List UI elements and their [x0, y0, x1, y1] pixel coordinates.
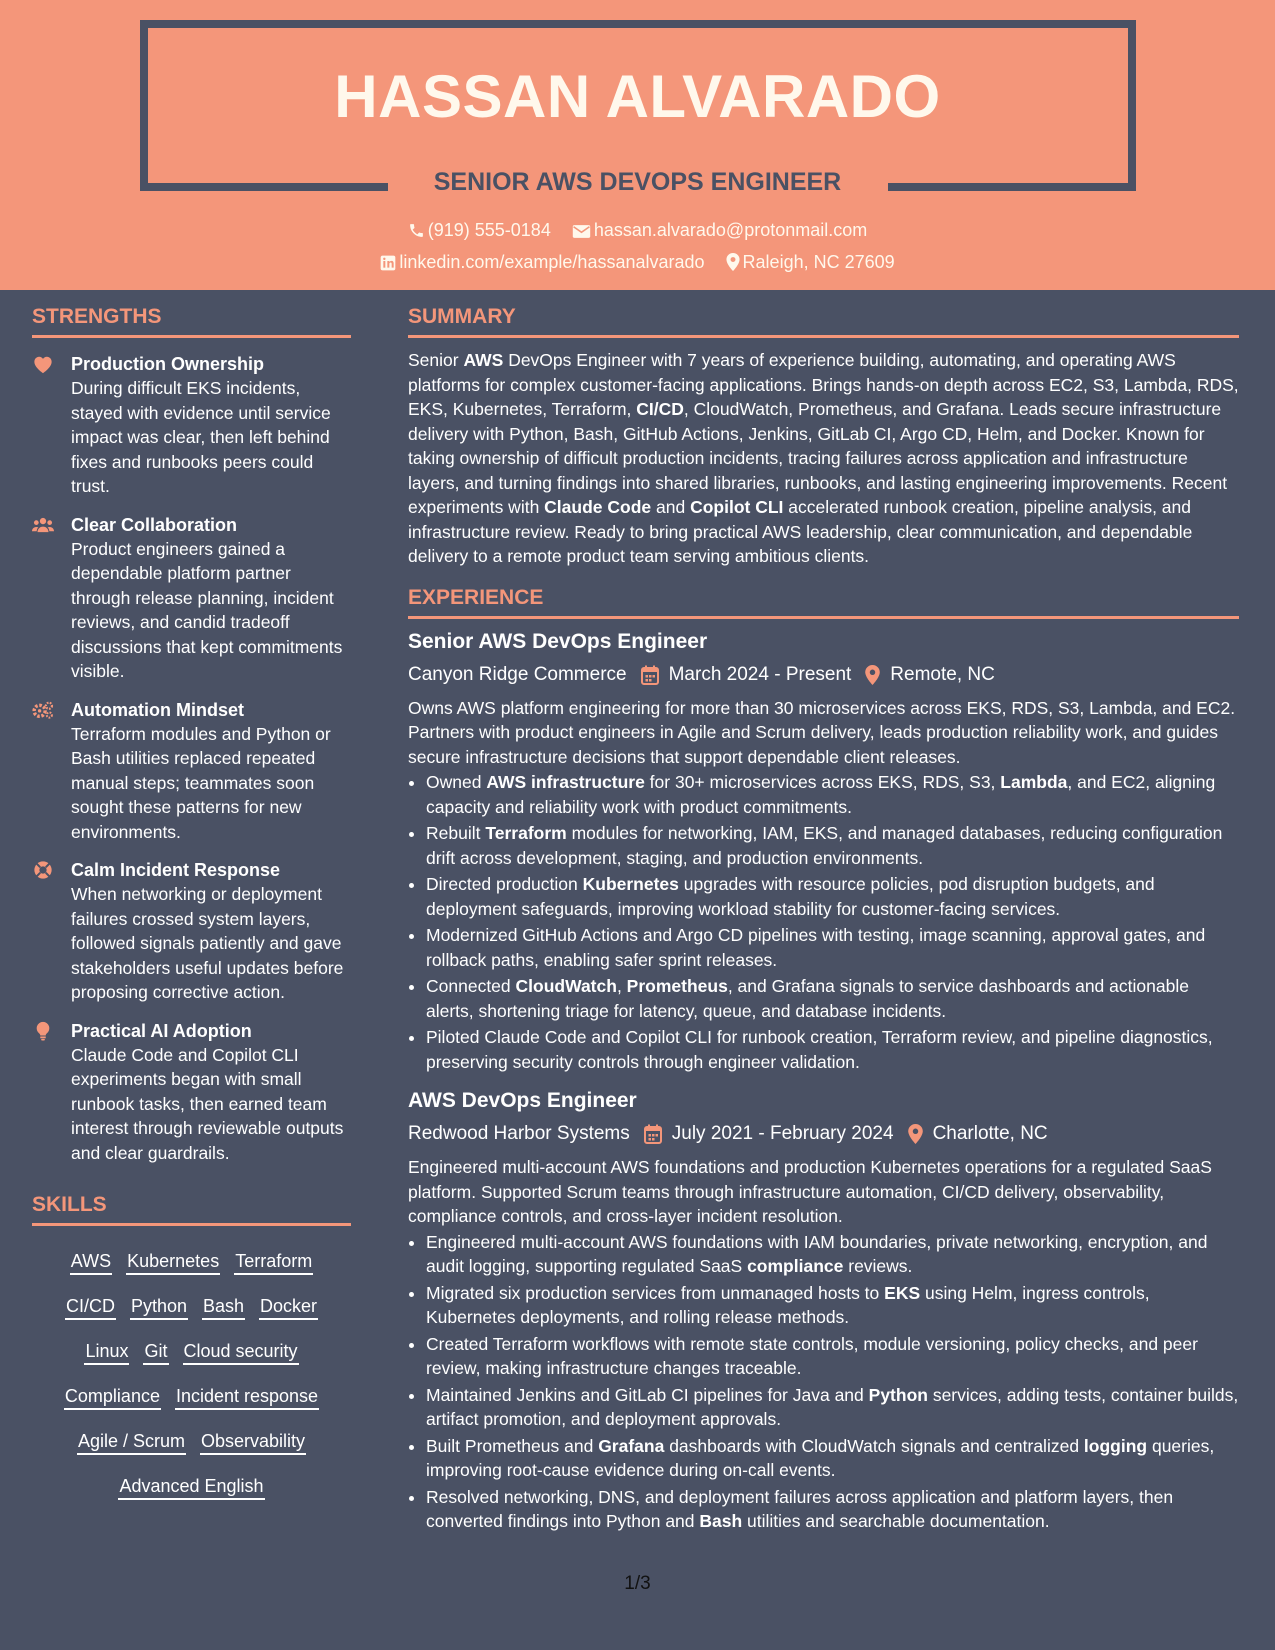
page-number: 1/3 [624, 1573, 651, 1594]
calendar-icon [641, 665, 659, 685]
job-dates [644, 1121, 894, 1147]
bullet-item [426, 974, 1239, 1023]
main-content [408, 305, 1239, 1536]
strength-title: Automation Mindset [71, 699, 244, 720]
strength-desc: Product engineers gained a dependable platform partner through release planning, incident reviews, and candid tradeoff discussions that kept commitments visible. [71, 538, 343, 681]
text-run: Modernized GitHub Actions and Argo CD pipelines with testing, image scanning, approval gates, and rollback paths, enabling safer sprint releases. [426, 925, 1206, 970]
strength-title: Clear Collaboration [71, 514, 238, 535]
emphasis-text: Prometheus [626, 976, 728, 996]
skill-tag: CI/CD [65, 1294, 116, 1320]
text-run: upgrades with resource policies, pod disruption budgets, and deployment safeguards, improving workload stability for customer-facing services. [426, 874, 1155, 919]
calendar-icon [644, 1124, 662, 1144]
text-run: Directed production [426, 874, 583, 894]
emphasis-text: logging [1083, 1435, 1148, 1456]
skills-row [32, 1329, 351, 1374]
bullet-item [426, 821, 1239, 870]
strength-item [32, 352, 351, 499]
job-location [908, 1121, 1048, 1147]
job-bullets [408, 1230, 1239, 1534]
job-dates [641, 662, 852, 688]
text-run: and [651, 497, 691, 517]
text-run: , [616, 976, 627, 996]
bullet-item [426, 872, 1239, 921]
bullet-item [426, 1025, 1239, 1074]
strength-desc: Terraform modules and Python or Bash utilities replaced repeated manual steps; teammates soon sought these patterns for new environments. [71, 723, 331, 842]
emphasis-text: Copilot CLI [690, 497, 784, 517]
skill-tag: Git [143, 1339, 168, 1365]
linkedin-item[interactable] [380, 252, 704, 273]
job-title: Senior AWS DevOps Engineer [408, 629, 708, 653]
location-text: Raleigh, NC 27609 [742, 252, 895, 272]
strengths-heading: STRENGTHS [32, 305, 162, 328]
candidate-name: HASSAN ALVARADO [334, 63, 941, 130]
text-run: Migrated six production services from unmanaged hosts to [426, 1282, 885, 1303]
experience-heading: EXPERIENCE [408, 585, 544, 609]
phone-item [408, 220, 551, 241]
sidebar [32, 305, 351, 1509]
skill-tag: Compliance [64, 1384, 161, 1410]
skills-heading: SKILLS [32, 1193, 107, 1216]
skill-tag: Linux [84, 1339, 129, 1365]
skills-row [32, 1419, 351, 1464]
job-title: SENIOR AWS DEVOPS ENGINEER [433, 168, 842, 196]
text-run: reviews. [843, 1256, 913, 1276]
strength-desc: During difficult EKS incidents, stayed with evidence until service impact was clear, then left behind fixes and runbooks peers could trust. [71, 378, 331, 496]
experience-rule [408, 616, 1239, 619]
text-run: Built Prometheus and [426, 1435, 599, 1456]
company-name: Canyon Ridge Commerce [408, 663, 627, 685]
text-run: services, adding tests, container builds, artifact promotion, and deployment approvals. [426, 1384, 1239, 1429]
skills-row [32, 1464, 351, 1509]
job-entry [408, 628, 1239, 1075]
heart-icon [32, 354, 54, 374]
text-run: dashboards with CloudWatch signals and centralized [664, 1435, 1084, 1456]
strength-item [32, 858, 351, 1005]
cogs-icon [32, 700, 54, 720]
strength-item [32, 698, 351, 845]
skills-row [32, 1284, 351, 1329]
text-run: Engineered multi-account AWS foundations with IAM boundaries, private networking, encryption, and audit logging, supporting regulated SaaS [426, 1231, 1208, 1276]
text-run: , and Grafana signals to service dashboards and actionable alerts, shortening triage for latency, queue, and database incidents. [426, 976, 1189, 1021]
skill-tag: Observability [200, 1429, 306, 1455]
linkedin-icon [380, 255, 396, 271]
users-icon [32, 515, 54, 535]
strength-title: Practical AI Adoption [71, 1020, 252, 1041]
emphasis-text: Claude Code [544, 497, 652, 517]
text-run: Senior [408, 350, 464, 370]
location-text: Charlotte, NC [932, 1123, 1048, 1144]
envelope-icon [572, 224, 591, 239]
jobs-list [408, 628, 1239, 1534]
text-run: DevOps Engineer with 7 years of experience building, automating, and operating AWS platforms for complex customer-facing applications. Brings hands-on depth across EC2, S3, Lambda, RDS, EKS, Kubernetes, Terraform, [408, 350, 1239, 419]
job-description: Engineered multi-account AWS foundations and production Kubernetes operations for a regulated SaaS platform. Supported Scrum teams through infrastructure automation, CI/CD delivery, observability, compliance controls, and cross-layer incident resolution. [408, 1157, 1212, 1226]
emphasis-text: Bash [699, 1511, 743, 1531]
emphasis-text: CloudWatch [515, 976, 617, 996]
text-run: using Helm, ingress controls, Kubernetes deployments, and rolling release methods. [426, 1282, 1150, 1327]
job-meta [408, 662, 1239, 688]
job-title: AWS DevOps Engineer [408, 1089, 637, 1112]
skill-tag: Bash [202, 1294, 245, 1320]
emphasis-text: AWS infrastructure [486, 772, 645, 792]
company-name: Redwood Harbor Systems [408, 1123, 630, 1144]
text-run: Connected [426, 976, 516, 996]
strengths-rule [32, 335, 351, 338]
strength-item [32, 1019, 351, 1166]
text-run: Piloted Claude Code and Copilot CLI for runbook creation, Terraform review, and pipeline diagnostics, preserving security controls through engineer validation. [426, 1027, 1213, 1072]
text-run: Resolved networking, DNS, and deployment failures across application and platform layers, then converted findings into Python and [426, 1486, 1174, 1531]
text-run: for 30+ microservices across EKS, RDS, S3, [644, 772, 1001, 792]
text-run: , CloudWatch, Prometheus, and Grafana. Leads secure infrastructure delivery with Python, Bash, GitHub Actions, Jenkins, GitLab CI, Argo CD, Helm, and Docker. Known for taking ownership of difficult production incidents, tracing failures across application and infrastructure layers, and turning findings into shared libraries, runbooks, and lasting engineering improvements. Recent experiments with [408, 399, 1228, 517]
summary-text [408, 348, 1239, 569]
job-bullets [408, 770, 1239, 1074]
lightbulb-icon [32, 1021, 54, 1041]
text-run: , and EC2, aligning capacity and reliability work with product commitments. [426, 772, 1216, 817]
skills-row [32, 1239, 351, 1284]
skill-tag: AWS [70, 1249, 112, 1275]
skills-row [32, 1374, 351, 1419]
strength-title: Production Ownership [71, 354, 265, 374]
job-meta [408, 1121, 1239, 1147]
skill-tag: Cloud security [183, 1339, 299, 1365]
strength-item [32, 513, 351, 684]
dates-text: March 2024 - Present [668, 663, 852, 685]
text-run: queries, improving root-cause evidence during on-call events. [426, 1435, 1215, 1480]
emphasis-text: Terraform [485, 823, 567, 843]
email-text: hassan.alvarado@protonmail.com [593, 220, 868, 240]
emphasis-text: AWS [463, 350, 504, 370]
emphasis-text: CI/CD [636, 399, 684, 419]
map-pin-icon [908, 1124, 923, 1144]
location-text: Remote, NC [890, 663, 995, 685]
text-run: modules for networking, IAM, EKS, and managed databases, reducing configuration drift across development, staging, and production environments. [426, 823, 1223, 868]
bullet-item [426, 1485, 1239, 1534]
emphasis-text: compliance [747, 1256, 844, 1276]
contact-row-2 [0, 252, 1275, 273]
text-run: Rebuilt [426, 823, 486, 843]
summary-rule [408, 335, 1239, 338]
text-run: Created Terraform workflows with remote state controls, module versioning, policy checks, and peer review, making infrastructure changes traceable. [426, 1333, 1198, 1378]
email-item[interactable] [572, 220, 867, 241]
text-run: utilities and searchable documentation. [742, 1511, 1050, 1531]
map-pin-icon [865, 665, 880, 685]
text-run: Maintained Jenkins and GitLab CI pipelines for Java and [426, 1384, 869, 1405]
emphasis-text: EKS [884, 1282, 921, 1303]
bullet-item [426, 1332, 1239, 1381]
skills-list [32, 1239, 351, 1509]
skill-tag: Advanced English [118, 1474, 264, 1500]
bullet-item [426, 1383, 1239, 1432]
text-run: Owned [426, 772, 487, 792]
resume-header [0, 0, 1275, 290]
location-item [726, 252, 895, 273]
bullet-item [426, 1230, 1239, 1279]
life-ring-icon [32, 860, 54, 880]
strength-desc: Claude Code and Copilot CLI experiments began with small runbook tasks, then earned team interest through reviewable outputs and clear guardrails. [71, 1044, 344, 1163]
job-location [865, 662, 995, 688]
bullet-item [426, 923, 1239, 972]
skill-tag: Agile / Scrum [77, 1429, 186, 1455]
bullet-item [426, 1281, 1239, 1330]
emphasis-text: Lambda [1000, 772, 1068, 792]
skill-tag: Terraform [234, 1249, 313, 1275]
skills-rule [32, 1223, 351, 1226]
emphasis-text: Kubernetes [582, 874, 679, 894]
skill-tag: Python [130, 1294, 188, 1320]
dates-text: July 2021 - February 2024 [671, 1123, 894, 1144]
skill-tag: Kubernetes [126, 1249, 220, 1275]
emphasis-text: Grafana [598, 1435, 665, 1456]
summary-heading: SUMMARY [408, 305, 516, 328]
job-entry [408, 1087, 1239, 1534]
map-pin-icon [726, 253, 740, 271]
contact-row-1 [0, 220, 1275, 241]
linkedin-text: linkedin.com/example/hassanalvarado [399, 252, 705, 272]
job-description: Owns AWS platform engineering for more than 30 microservices across EKS, RDS, S3, Lambda, and EC2. Partners with product engineers in Agile and Scrum delivery, leads production reliability work, and guides secure infrastructure decisions that support dependable client releases. [408, 697, 1236, 767]
bullet-item [426, 770, 1239, 819]
skill-tag: Docker [259, 1294, 318, 1320]
emphasis-text: Python [868, 1384, 928, 1405]
strength-title: Calm Incident Response [71, 860, 281, 880]
bullet-item [426, 1434, 1239, 1483]
phone-text: (919) 555-0184 [427, 220, 551, 240]
text-run: accelerated runbook creation, pipeline analysis, and infrastructure review. Ready to bring practical AWS leadership, clear communication, and dependable delivery to a remote product team serving ambitious clients. [408, 497, 1193, 566]
phone-icon [408, 222, 425, 239]
skill-tag: Incident response [175, 1384, 319, 1410]
strength-desc: When networking or deployment failures crossed system layers, followed signals patiently and gave stakeholders useful updates before proposing corrective action. [71, 884, 344, 1002]
